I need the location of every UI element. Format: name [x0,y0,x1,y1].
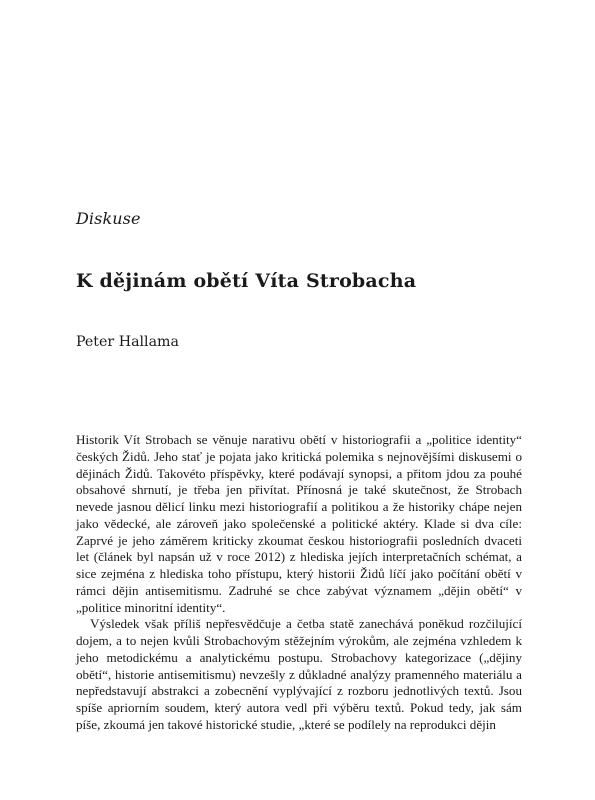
body-paragraph: Historik Vít Strobach se věnuje narativu obětí v historiografii a „politice identity“ českých Židů. Jeho stať je pojata jako kritická polemika s nejnovějšími diskusemi o dějinách Židů. Takovéto příspěvky, které podávají synopsi, a přitom jdou za pouhé obsahové shrnutí, je třeba jen přivítat. Přínosná je také skutečnost, že Strobach nevede jasnou dělicí linku mezi historiografií a politikou a že historiky chápe nejen jako vědecké, ale zároveň jako společenské a politické aktéry. Klade si dva cíle: Zaprvé je jeho záměrem kriticky zkoumat českou historiografii posledních dvaceti let (článek byl napsán už v roce 2012) z hlediska jejích interpretačních schémat, a sice zejména z hlediska toho přístupu, který historii Židů líčí jako počítání obětí v rámci dějin antisemitismu. Zadruhé se chce zabývat významem „dějin obětí“ v „politice minoritní identity“. [76,432,522,615]
body-paragraph: Výsledek však příliš nepřesvědčuje a četba statě zanechává poněkud rozčilující dojem, a to nejen kvůli Strobachovým stěžejním výrokům, ale zejména vzhledem k jeho metodickému a analytickému postupu. Strobachovy kategorizace („dějiny obětí“, historie antisemitismu) nevzešly z důkladné analýzy pramenného materiálu a nepředstavují abstrakci a zobecnění vyplývající z rozboru jednotlivých textů. Jsou spíše apriorním soudem, který autora vedl při výběru textů. Pokud tedy, jak sám píše, zkoumá jen takové historické studie, „které se podílely na reprodukci dějin [76,616,522,732]
article-title: K dějinám obětí Víta Strobacha [76,270,417,292]
article-body [76,432,522,734]
author-name: Peter Hallama [76,334,179,350]
section-label: Diskuse [76,209,141,228]
